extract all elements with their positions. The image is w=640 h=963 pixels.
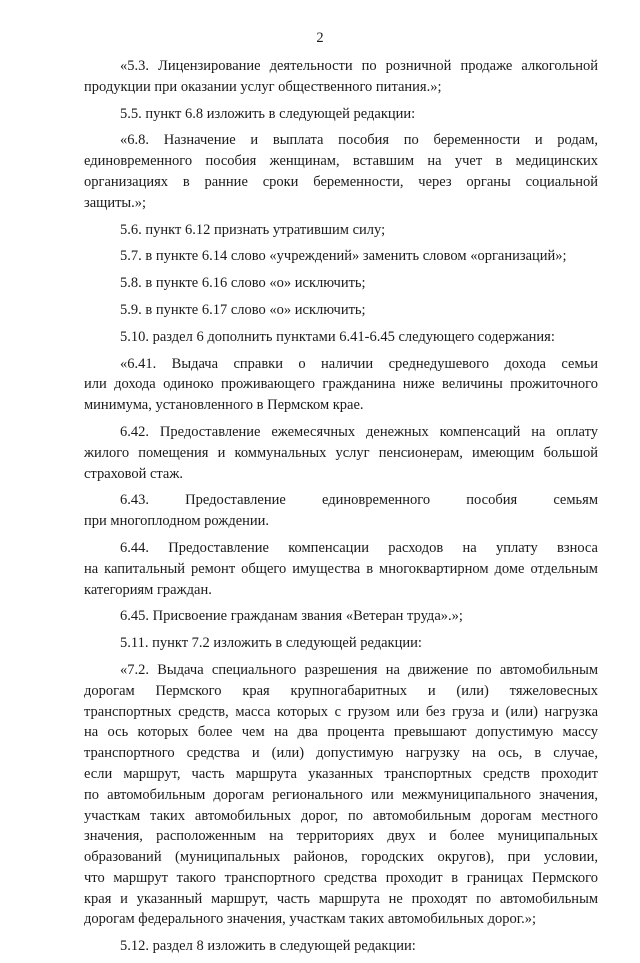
text-line: дорогам Пермского края крупногабаритных и (или) тяжеловесных <box>84 682 598 699</box>
text-line: 6.43. Предоставление единовременного пособия семьям <box>120 492 598 509</box>
text-line: «6.8. Назначение и выплата пособия по беременности и родам, <box>120 132 598 149</box>
text-line: дорогам федерального значения, участкам таких автомобильных дорог.»; <box>84 911 537 928</box>
text-line: 6.42. Предоставление ежемесячных денежных компенсаций на оплату <box>120 423 598 440</box>
text-line: «6.41. Выдача справки о наличии среднедушевого дохода семьи <box>120 355 598 372</box>
paragraph-6-8 <box>84 130 598 213</box>
text-line: единовременного пособия женщинам, вставшим на учет в медицинских <box>84 153 598 170</box>
paragraph-5-11: 5.11. пункт 7.2 изложить в следующей редакции: <box>120 635 422 652</box>
text-line: защиты.»; <box>84 194 147 211</box>
text-line: при многоплодном рождении. <box>84 513 270 530</box>
paragraph-7-2 <box>84 660 598 930</box>
text-line: транспортного средства и (или) допустимую нагрузку на ось, в случае, <box>84 745 598 762</box>
text-line: края и указанный маршрут, часть маршрута не проходят по автомобильным <box>84 890 598 907</box>
text-line: жилого помещения и коммунальных услуг пенсионерам, имеющим большой <box>84 444 598 461</box>
text-line: участкам таких автомобильных дорог, по автомобильным дорогам местного <box>84 807 598 824</box>
paragraph-5-7: 5.7. в пункте 6.14 слово «учреждений» заменить словом «организаций»; <box>120 248 567 265</box>
text-line: категориям граждан. <box>84 581 212 598</box>
text-line: что маршрут такого транспортного средства проходит в границах Пермского <box>84 869 598 886</box>
text-line: «5.3. Лицензирование деятельности по розничной продаже алкогольной <box>120 58 598 74</box>
text-line: значения, расположенным на территориях двух и более муниципальных <box>84 828 598 845</box>
paragraph-6-44 <box>84 538 598 600</box>
text-line: организациях в ранние сроки беременности, через органы социальной <box>84 173 598 190</box>
text-line: или дохода одиноко проживающего гражданина ниже величины прожиточного <box>84 376 598 393</box>
text-line: минимума, установленного в Пермском крае. <box>84 397 364 414</box>
text-line: по автомобильным дорогам регионального или межмуниципального значения, <box>84 786 598 803</box>
page-number: 2 <box>316 30 324 46</box>
text-line: «7.2. Выдача специального разрешения на движение по автомобильным <box>120 661 598 678</box>
paragraph-5-5: 5.5. пункт 6.8 изложить в следующей редакции: <box>120 105 416 122</box>
text-line: на капитальный ремонт общего имущества в многоквартирном доме отдельным <box>84 560 598 577</box>
paragraph-6-41 <box>84 354 598 416</box>
text-line: 6.44. Предоставление компенсации расходов на уплату взноса <box>120 539 598 556</box>
paragraph-5-3 <box>84 56 598 98</box>
text-line: на ось которых более чем на два процента превышают допустимую массу <box>84 724 598 741</box>
text-line: транспортных средств, масса которых с грузом или без груза и (или) нагрузка <box>84 703 598 720</box>
paragraph-5-9: 5.9. в пункте 6.17 слово «о» исключить; <box>120 301 366 318</box>
paragraph-5-8: 5.8. в пункте 6.16 слово «о» исключить; <box>120 275 366 292</box>
paragraph-6-42 <box>84 422 598 484</box>
text-line: образований (муниципальных районов, городских округов), при условии, <box>84 849 598 866</box>
document-body <box>84 56 598 963</box>
paragraph-5-12: 5.12. раздел 8 изложить в следующей редакции: <box>120 938 416 955</box>
paragraph-5-10: 5.10. раздел 6 дополнить пунктами 6.41-6.45 следующего содержания: <box>120 328 555 345</box>
text-line: продукции при оказании услуг общественного питания.»; <box>84 78 442 95</box>
text-line: страховой стаж. <box>84 465 183 482</box>
paragraph-6-43 <box>84 490 598 532</box>
paragraph-5-6: 5.6. пункт 6.12 признать утратившим силу; <box>120 221 386 238</box>
paragraph-6-45: 6.45. Присвоение гражданам звания «Ветеран труда».»; <box>120 608 463 625</box>
text-line: если маршрут, часть маршрута указанных транспортных средств проходит <box>84 765 598 782</box>
